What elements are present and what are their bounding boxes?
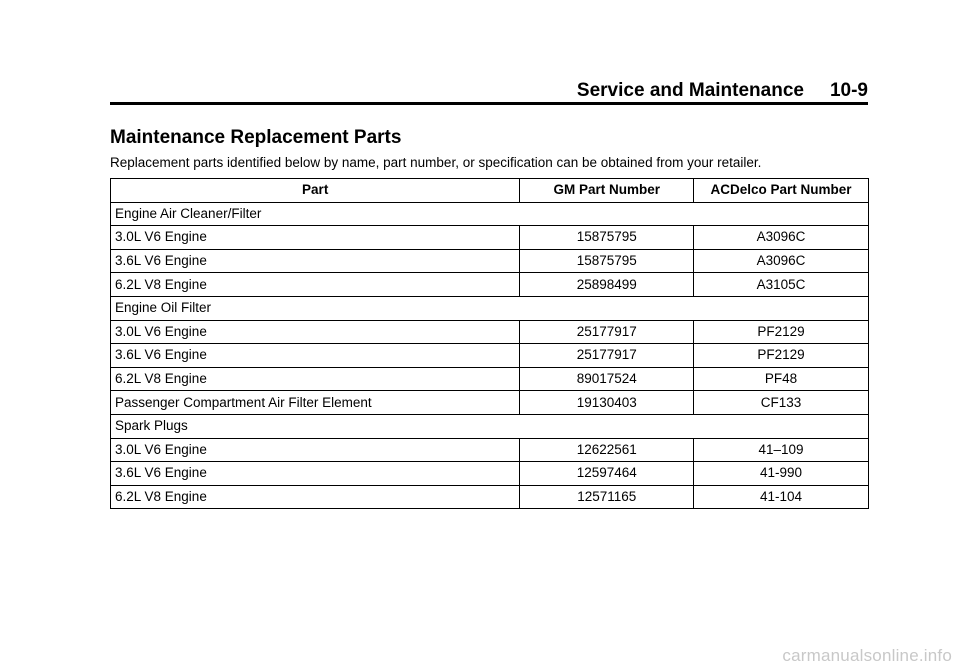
acdelco-part-number: A3096C [694,249,869,273]
group-name: Spark Plugs [111,414,869,438]
acdelco-part-number: 41–109 [694,438,869,462]
table-row [111,391,869,415]
intro-text: Replacement parts identified below by name, part number, or specification can be obtained from your retailer. [110,155,762,170]
acdelco-part-number: CF133 [694,391,869,415]
watermark: carmanualsonline.info [782,646,952,665]
section-name: Service and Maintenance [576,80,804,101]
table-row [111,249,869,273]
gm-part-number: 89017524 [520,367,694,391]
table-row [111,367,869,391]
column-header-part: Part [111,179,520,203]
gm-part-number: 25177917 [520,344,694,368]
table-group-row [111,296,869,320]
gm-part-number: 15875795 [520,249,694,273]
gm-part-number: 12597464 [520,462,694,486]
gm-part-number: 25177917 [520,320,694,344]
acdelco-part-number: PF48 [694,367,869,391]
acdelco-part-number: PF2129 [694,344,869,368]
table-row [111,344,869,368]
acdelco-part-number: A3096C [694,226,869,250]
gm-part-number: 19130403 [520,391,694,415]
table-row [111,273,869,297]
part-name: 6.2L V8 Engine [111,273,520,297]
column-header-acdelco-part-number: ACDelco Part Number [694,179,869,203]
gm-part-number: 25898499 [520,273,694,297]
acdelco-part-number: 41-990 [694,462,869,486]
part-name: 6.2L V8 Engine [111,367,520,391]
page-number: 10-9 [829,80,868,101]
table-row [111,320,869,344]
section-title: Maintenance Replacement Parts [110,127,402,148]
table-row [111,462,869,486]
part-name: 3.6L V6 Engine [111,249,520,273]
group-name: Engine Air Cleaner/Filter [111,202,869,226]
gm-part-number: 15875795 [520,226,694,250]
table-group-row [111,414,869,438]
table-row [111,438,869,462]
group-name: Engine Oil Filter [111,296,869,320]
acdelco-part-number: PF2129 [694,320,869,344]
table-row [111,226,869,250]
part-name: 3.0L V6 Engine [111,226,520,250]
header-rule [110,102,868,105]
acdelco-part-number: A3105C [694,273,869,297]
gm-part-number: 12622561 [520,438,694,462]
column-header-gm-part-number: GM Part Number [520,179,694,203]
page-header [110,80,868,102]
gm-part-number: 12571165 [520,485,694,509]
part-name: 3.6L V6 Engine [111,462,520,486]
part-name: 3.0L V6 Engine [111,438,520,462]
acdelco-part-number: 41-104 [694,485,869,509]
table-group-row [111,202,869,226]
part-name: 3.6L V6 Engine [111,344,520,368]
parts-table [110,178,869,509]
part-name: 3.0L V6 Engine [111,320,520,344]
part-name: Passenger Compartment Air Filter Element [111,391,520,415]
table-row [111,485,869,509]
part-name: 6.2L V8 Engine [111,485,520,509]
table-header-row [111,179,869,203]
